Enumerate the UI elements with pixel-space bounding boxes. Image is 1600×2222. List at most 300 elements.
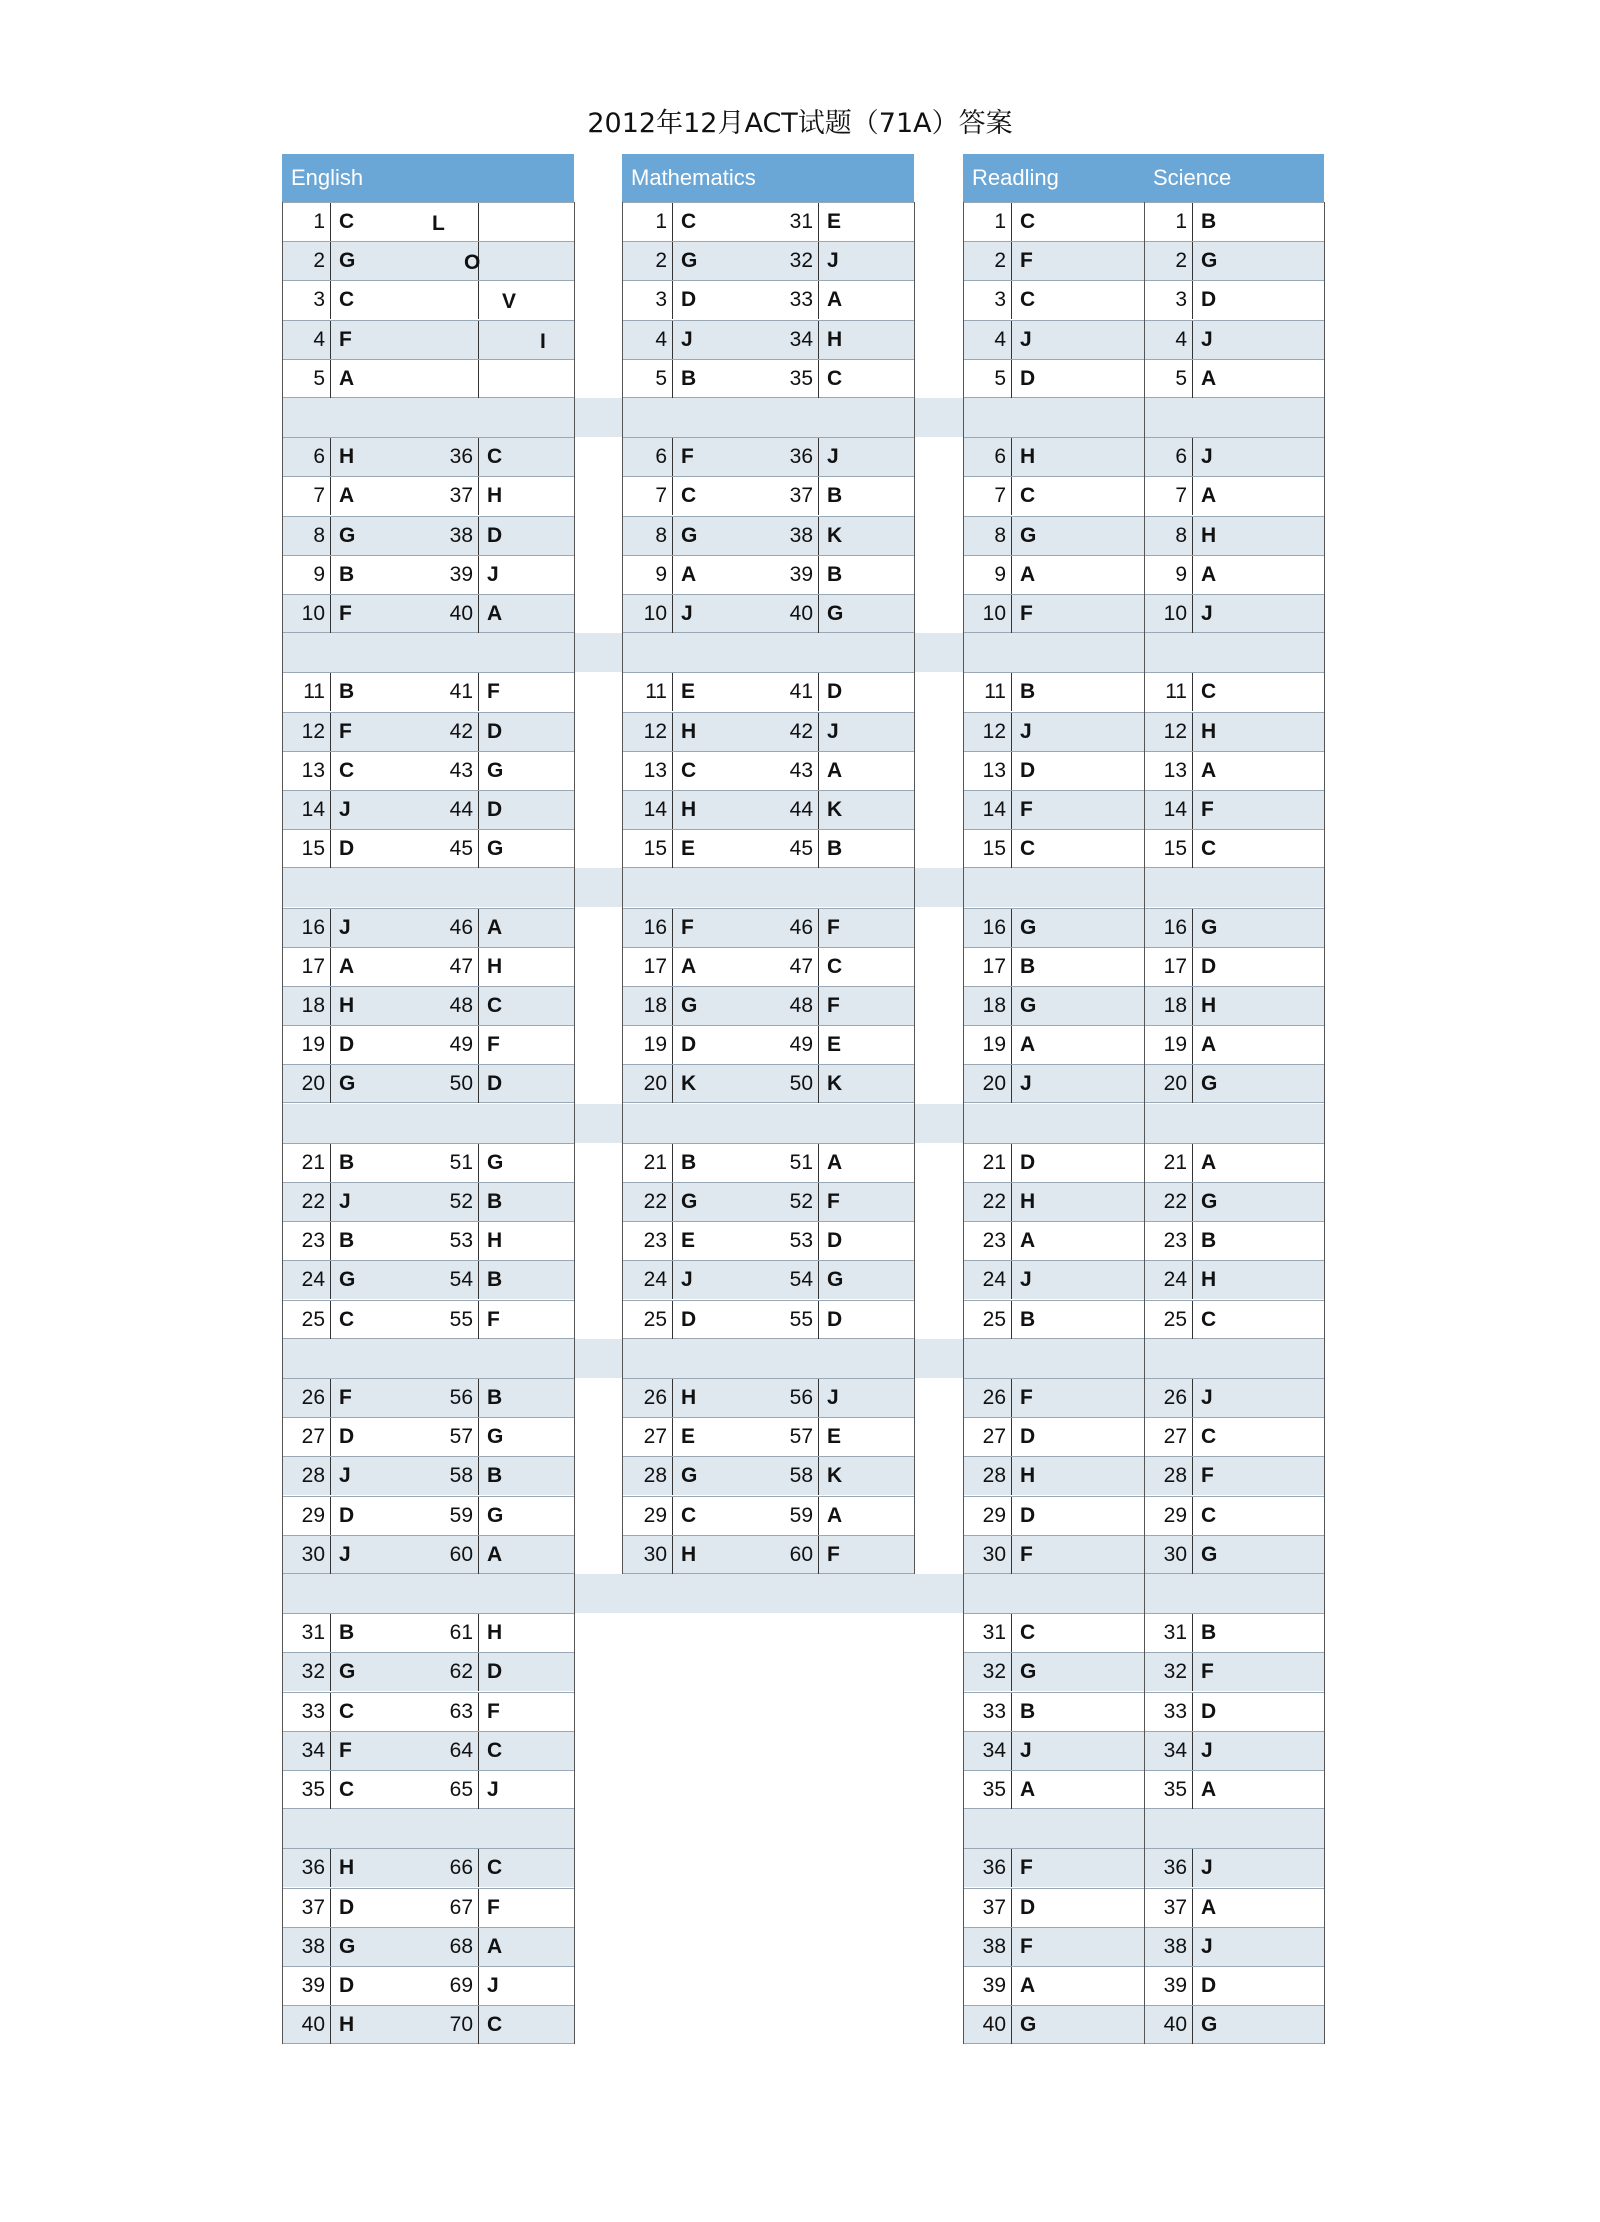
question-number: 1 (994, 210, 1006, 233)
question-number: 27 (1163, 1425, 1187, 1449)
question-number: 44 (449, 798, 473, 821)
stray-letter: O (464, 251, 481, 275)
question-number: 3 (994, 288, 1006, 312)
question-number: 39 (449, 562, 473, 586)
question-number: 28 (1163, 1464, 1187, 1488)
question-number: 9 (994, 562, 1006, 586)
answer-cell: A (1011, 1026, 1144, 1064)
question-number: 21 (301, 1150, 325, 1174)
table-row (1144, 1770, 1324, 1809)
answer-cell: G (330, 1653, 430, 1691)
question-number: 27 (982, 1425, 1006, 1449)
question-number: 11 (645, 680, 667, 704)
answer-cell: F (1192, 1457, 1324, 1495)
question-number: 22 (301, 1190, 325, 1213)
answer-cell: J (330, 1457, 430, 1495)
answer-cell: A (1192, 1026, 1324, 1064)
table-row (1144, 359, 1324, 398)
table-row (622, 712, 914, 751)
answer-cell: B (1011, 673, 1144, 711)
answer-cell: B (330, 1222, 430, 1260)
question-number: 29 (1163, 1503, 1187, 1527)
table-row (963, 1966, 1144, 2005)
header-mathematics: Mathematics (622, 154, 914, 202)
table-row (282, 1143, 574, 1182)
question-number: 55 (449, 1307, 473, 1331)
question-number: 40 (789, 602, 813, 625)
question-number: 13 (982, 758, 1006, 782)
question-number: 29 (301, 1503, 325, 1527)
answer-cell: G (818, 1261, 914, 1299)
answer-cell: G (672, 987, 772, 1025)
answer-cell: H (478, 1222, 574, 1260)
question-number: 7 (313, 484, 325, 508)
answer-cell: D (330, 1418, 430, 1456)
question-number: 7 (994, 484, 1006, 508)
table-row (1144, 320, 1324, 359)
answer-cell: D (1192, 281, 1324, 319)
table-row (1144, 1064, 1324, 1103)
table-row (282, 1496, 574, 1535)
question-number: 25 (643, 1307, 667, 1331)
question-number: 41 (789, 680, 813, 704)
stray-letter: I (540, 329, 546, 353)
answer-cell: F (478, 1693, 574, 1731)
question-number: 38 (449, 523, 473, 547)
table-row (1144, 1260, 1324, 1299)
question-number: 17 (1163, 954, 1187, 978)
question-number: 8 (1175, 523, 1187, 547)
question-number: 16 (301, 915, 325, 939)
table-row (1144, 280, 1324, 319)
answer-cell: D (330, 1967, 430, 2005)
question-number: 26 (982, 1386, 1006, 1409)
question-number: 25 (982, 1307, 1006, 1331)
question-number: 17 (643, 954, 667, 978)
table-row (622, 202, 914, 241)
question-number: 33 (1163, 1699, 1187, 1723)
question-number: 10 (982, 602, 1006, 625)
question-number: 24 (301, 1268, 325, 1292)
table-row (963, 829, 1144, 868)
answer-cell: D (1192, 1967, 1324, 2005)
question-number: 56 (449, 1386, 473, 1409)
table-row (1144, 1613, 1324, 1652)
answer-cell: D (1011, 1144, 1144, 1182)
answer-cell: J (478, 556, 574, 594)
answer-table (282, 154, 1324, 2057)
table-row (1144, 594, 1324, 633)
answer-cell: G (330, 1928, 430, 1966)
answer-cell: G (672, 242, 772, 280)
answer-cell: A (1011, 1967, 1144, 2005)
question-number: 47 (789, 954, 813, 978)
table-row (963, 672, 1144, 711)
answer-cell: D (818, 1222, 914, 1260)
table-row (1144, 437, 1324, 476)
question-number: 68 (449, 1934, 473, 1958)
answer-cell (478, 321, 574, 359)
question-number: 17 (301, 954, 325, 978)
answer-cell: F (1011, 1928, 1144, 1966)
question-number: 39 (1163, 1974, 1187, 1997)
question-number: 23 (1163, 1229, 1187, 1253)
answer-cell: D (478, 1065, 574, 1103)
table-row (963, 1496, 1144, 1535)
table-row (282, 1692, 574, 1731)
table-row (282, 1770, 574, 1809)
answer-cell: D (1011, 1418, 1144, 1456)
table-row (963, 516, 1144, 555)
question-number: 2 (313, 249, 325, 273)
answer-cell: F (478, 1026, 574, 1064)
question-number: 59 (449, 1503, 473, 1527)
question-number: 62 (449, 1660, 473, 1684)
table-row (622, 1300, 914, 1339)
question-number: 57 (789, 1425, 813, 1449)
table-row (1144, 1300, 1324, 1339)
table-row (622, 241, 914, 280)
answer-cell: C (1192, 1497, 1324, 1535)
answer-cell: D (1011, 1497, 1144, 1535)
question-number: 32 (789, 249, 813, 273)
question-number: 21 (1163, 1150, 1187, 1174)
question-number: 39 (301, 1974, 325, 1997)
answer-cell: B (1192, 1222, 1324, 1260)
answer-cell: F (1192, 791, 1324, 829)
question-number: 9 (655, 562, 667, 586)
question-number: 61 (449, 1621, 473, 1645)
question-number: 19 (301, 1033, 325, 1057)
table-row (1144, 1535, 1324, 1574)
answer-cell: C (1192, 673, 1324, 711)
table-row (963, 1143, 1144, 1182)
table-row (282, 516, 574, 555)
table-row (282, 986, 574, 1025)
question-number: 28 (301, 1464, 325, 1488)
question-number: 55 (789, 1307, 813, 1331)
question-number: 28 (982, 1464, 1006, 1488)
question-number: 30 (1163, 1542, 1187, 1566)
table-row (622, 1182, 914, 1221)
answer-cell: C (818, 360, 914, 398)
answer-cell: C (478, 438, 574, 476)
answer-cell: G (1192, 1536, 1324, 1574)
answer-cell: C (1192, 1301, 1324, 1339)
question-number: 14 (301, 798, 325, 821)
table-row (963, 1300, 1144, 1339)
question-number: 33 (982, 1699, 1006, 1723)
answer-cell: J (1011, 713, 1144, 751)
question-number: 23 (301, 1229, 325, 1253)
question-number: 66 (449, 1856, 473, 1880)
answer-cell: F (478, 1301, 574, 1339)
question-number: 43 (789, 758, 813, 782)
table-row (282, 1731, 574, 1770)
column-divider (574, 202, 575, 2044)
question-number: 20 (301, 1072, 325, 1096)
table-row (963, 1064, 1144, 1103)
question-number: 20 (1163, 1072, 1187, 1096)
question-number: 30 (301, 1542, 325, 1566)
answer-cell: C (1011, 1614, 1144, 1652)
answer-cell: A (818, 1144, 914, 1182)
question-number: 27 (301, 1425, 325, 1449)
question-number: 15 (1163, 837, 1187, 861)
answer-cell: H (1192, 713, 1324, 751)
question-number: 19 (982, 1033, 1006, 1057)
question-number: 11 (303, 680, 325, 704)
answer-cell: B (672, 360, 772, 398)
answer-cell: A (330, 360, 430, 398)
answer-cell: G (478, 830, 574, 868)
answer-cell: A (1192, 360, 1324, 398)
table-row (622, 516, 914, 555)
question-number: 17 (982, 954, 1006, 978)
table-row (282, 1417, 574, 1456)
question-number: 49 (449, 1033, 473, 1057)
question-number: 14 (643, 798, 667, 821)
question-number: 43 (449, 758, 473, 782)
answer-cell: B (1192, 203, 1324, 241)
answer-cell: H (478, 948, 574, 986)
question-number: 40 (982, 2013, 1006, 2037)
question-number: 30 (643, 1542, 667, 1566)
answer-cell: D (330, 1889, 430, 1927)
answer-cell: G (1192, 1183, 1324, 1221)
answer-cell: A (1011, 1222, 1144, 1260)
group-separator (282, 633, 1324, 672)
table-row (282, 1927, 574, 1966)
answer-cell: H (1192, 1261, 1324, 1299)
question-number: 70 (449, 2013, 473, 2037)
table-row (622, 280, 914, 319)
answer-cell: D (478, 791, 574, 829)
question-number: 14 (982, 798, 1006, 821)
question-number: 20 (982, 1072, 1006, 1096)
answer-cell: G (1011, 1653, 1144, 1691)
answer-cell: J (818, 242, 914, 280)
table-row (963, 1927, 1144, 1966)
question-number: 24 (982, 1268, 1006, 1292)
question-number: 12 (1163, 719, 1187, 743)
answer-cell: D (330, 1026, 430, 1064)
question-number: 18 (982, 994, 1006, 1017)
column-divider (282, 202, 283, 2044)
table-row (622, 1025, 914, 1064)
table-row (282, 2005, 574, 2044)
question-number: 50 (449, 1072, 473, 1096)
table-row (622, 1221, 914, 1260)
question-number: 35 (301, 1778, 325, 1801)
question-number: 60 (449, 1542, 473, 1566)
table-row (1144, 476, 1324, 515)
table-row (622, 1143, 914, 1182)
answer-cell: F (1011, 1849, 1144, 1887)
answer-cell: A (1192, 1771, 1324, 1809)
question-number: 27 (643, 1425, 667, 1449)
question-number: 52 (449, 1190, 473, 1213)
question-number: 39 (789, 562, 813, 586)
column-divider (1324, 202, 1325, 2044)
question-number: 38 (982, 1934, 1006, 1958)
table-row (1144, 1025, 1324, 1064)
group-separator (282, 1339, 1324, 1378)
table-row (282, 672, 574, 711)
answer-cell: G (1192, 1065, 1324, 1103)
table-row (282, 1260, 574, 1299)
answer-cell: D (478, 517, 574, 555)
answer-cell: J (1011, 1065, 1144, 1103)
column-divider (622, 202, 623, 1574)
table-row (963, 1535, 1144, 1574)
table-row (622, 908, 914, 947)
table-row (1144, 1888, 1324, 1927)
answer-cell: J (672, 1261, 772, 1299)
table-row (963, 280, 1144, 319)
table-row (963, 751, 1144, 790)
answer-cell: A (818, 1497, 914, 1535)
table-row (963, 1417, 1144, 1456)
table-row (963, 908, 1144, 947)
question-number: 54 (449, 1268, 473, 1292)
question-number: 5 (313, 366, 325, 390)
table-row (282, 1378, 574, 1417)
question-number: 6 (1175, 445, 1187, 469)
question-number: 36 (789, 445, 813, 469)
question-number (430, 281, 478, 319)
table-row (282, 790, 574, 829)
answer-cell: B (478, 1261, 574, 1299)
table-row (622, 594, 914, 633)
answer-cell: G (818, 595, 914, 633)
question-number: 11 (984, 680, 1006, 704)
table-row (1144, 829, 1324, 868)
answer-cell: G (672, 1457, 772, 1495)
table-row (1144, 790, 1324, 829)
question-number: 34 (1163, 1738, 1187, 1762)
table-row (282, 1966, 574, 2005)
answer-cell (478, 203, 574, 241)
group-separator (282, 1574, 1324, 1613)
table-row (963, 1260, 1144, 1299)
answer-cell: J (672, 321, 772, 359)
answer-cell: F (818, 1183, 914, 1221)
table-row (622, 476, 914, 515)
table-row (622, 437, 914, 476)
question-number: 11 (1165, 680, 1187, 704)
question-number: 18 (643, 994, 667, 1017)
question-number: 12 (301, 719, 325, 743)
answer-cell: C (818, 948, 914, 986)
table-row (963, 947, 1144, 986)
answer-cell: H (330, 1849, 430, 1887)
group-separator (282, 868, 1324, 907)
answer-cell: A (1192, 1144, 1324, 1182)
answer-cell: B (478, 1379, 574, 1417)
answer-cell: J (1192, 321, 1324, 359)
question-number: 26 (301, 1386, 325, 1409)
column-divider (914, 202, 915, 1574)
table-row (282, 280, 574, 319)
answer-cell (478, 281, 574, 319)
question-number: 31 (1163, 1621, 1187, 1645)
answer-cell: J (478, 1771, 574, 1809)
table-row (622, 829, 914, 868)
table-row (622, 1456, 914, 1495)
answer-cell: F (818, 909, 914, 947)
answer-cell: F (330, 321, 430, 359)
column-divider (1144, 202, 1145, 2044)
question-number: 19 (643, 1033, 667, 1057)
question-number: 25 (1163, 1307, 1187, 1331)
question-number: 56 (789, 1386, 813, 1409)
question-number: 64 (449, 1738, 473, 1762)
question-number: 42 (789, 719, 813, 743)
table-row (963, 1692, 1144, 1731)
table-row (282, 241, 574, 280)
question-number: 2 (994, 249, 1006, 273)
question-number: 67 (449, 1895, 473, 1919)
answer-cell: G (1011, 517, 1144, 555)
answer-cell: B (330, 1614, 430, 1652)
question-number: 7 (655, 484, 667, 508)
question-number: 54 (789, 1268, 813, 1292)
question-number: 3 (1175, 288, 1187, 312)
answer-cell: A (1192, 1889, 1324, 1927)
table-row (282, 359, 574, 398)
question-number: 34 (982, 1738, 1006, 1762)
answer-cell (478, 360, 574, 398)
question-number: 45 (789, 837, 813, 861)
question-number: 22 (643, 1190, 667, 1213)
question-number: 52 (789, 1190, 813, 1213)
question-number: 7 (1175, 484, 1187, 508)
question-number: 23 (982, 1229, 1006, 1253)
table-row (622, 1496, 914, 1535)
answer-cell: A (478, 595, 574, 633)
table-row (1144, 1692, 1324, 1731)
table-row (282, 594, 574, 633)
table-row (1144, 555, 1324, 594)
question-number: 14 (1163, 798, 1187, 821)
table-row (963, 1378, 1144, 1417)
question-number: 4 (1175, 327, 1187, 351)
table-row (963, 712, 1144, 751)
answer-cell: C (672, 477, 772, 515)
question-number: 10 (1163, 602, 1187, 625)
answer-cell: A (478, 1928, 574, 1966)
question-number: 47 (449, 954, 473, 978)
question-number: 53 (449, 1229, 473, 1253)
question-number: 44 (789, 798, 813, 821)
answer-cell: G (1192, 909, 1324, 947)
answer-cell: C (478, 2006, 574, 2044)
answer-cell: A (1192, 477, 1324, 515)
answer-cell: D (478, 713, 574, 751)
table-row (622, 672, 914, 711)
answer-cell: H (672, 1536, 772, 1574)
answer-cell: D (672, 1026, 772, 1064)
answer-cell: K (818, 1457, 914, 1495)
answer-cell: J (818, 713, 914, 751)
table-row (1144, 1731, 1324, 1770)
answer-cell: K (818, 517, 914, 555)
answer-cell: G (478, 752, 574, 790)
answer-cell: F (1011, 595, 1144, 633)
answer-cell: C (1011, 477, 1144, 515)
answer-cell: C (330, 281, 430, 319)
